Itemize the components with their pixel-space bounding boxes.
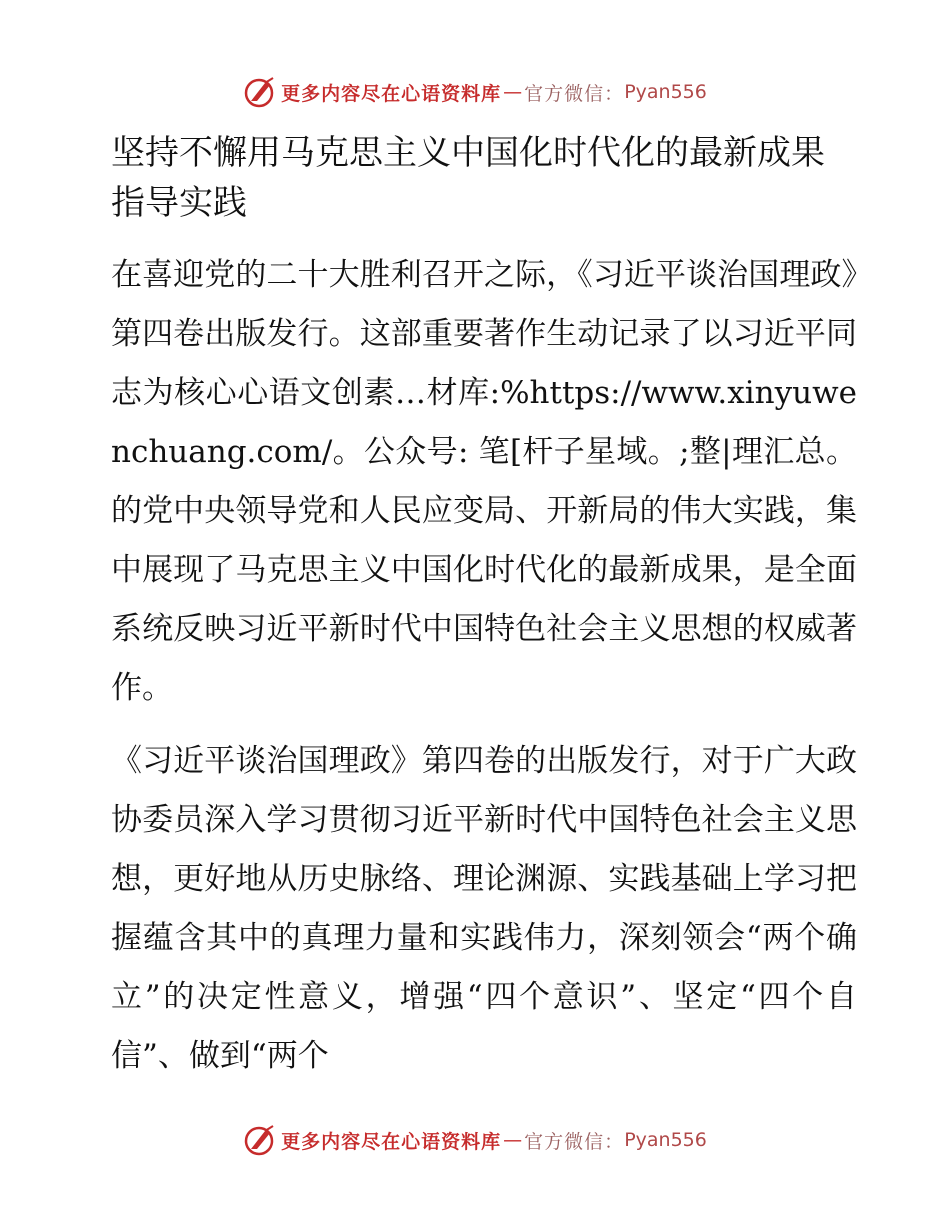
banner-slogan: 更多内容尽在心语资料库 (281, 1130, 502, 1153)
banner-official-label: 官方微信： (524, 82, 625, 105)
banner-separator: — (503, 81, 523, 103)
banner-separator: — (503, 1129, 523, 1151)
header-banner (0, 72, 950, 112)
document-title: 坚持不懈用马克思主义中国化时代化的最新成果指导实践 (111, 133, 825, 223)
quill-pen-logo-icon (243, 1123, 277, 1157)
banner-wechat-id: Pyan556 (624, 1129, 707, 1151)
paragraph-2: 《习近平谈治国理政》第四卷的出版发行，对于广大政协委员深入学习贯彻习近平新时代中国特色社会主义思想，更好地从历史脉络、理论渊源、实践基础上学习把握蕴含其中的真理力量和实践伟力，深刻领会“两个确立”的决定性意义，增强“四个意识”、坚定“四个自信”、做到“两个 (111, 743, 857, 1074)
banner-official-label: 官方微信： (524, 1130, 625, 1153)
footer-banner (0, 1120, 950, 1160)
banner-slogan: 更多内容尽在心语资料库 (281, 82, 502, 105)
banner-wechat-id: Pyan556 (624, 81, 707, 103)
paragraph-1: 在喜迎党的二十大胜利召开之际，《习近平谈治国理政》第四卷出版发行。这部重要著作生动记录了以习近平同志为核心心语文创素…材库:%https://www.xinyuwenchuang.com/。公众号: 笔[杆子星域。;整|理汇总。的党中央领导党和人民应变局、开新局的伟大实践，集中展现了马克思主义中国化时代化的最新成果，是全面系统反映习近平新时代中国特色社会主义思想的权威著作。 (111, 257, 857, 706)
quill-pen-logo-icon (243, 75, 277, 109)
document-body (97, 128, 857, 1100)
